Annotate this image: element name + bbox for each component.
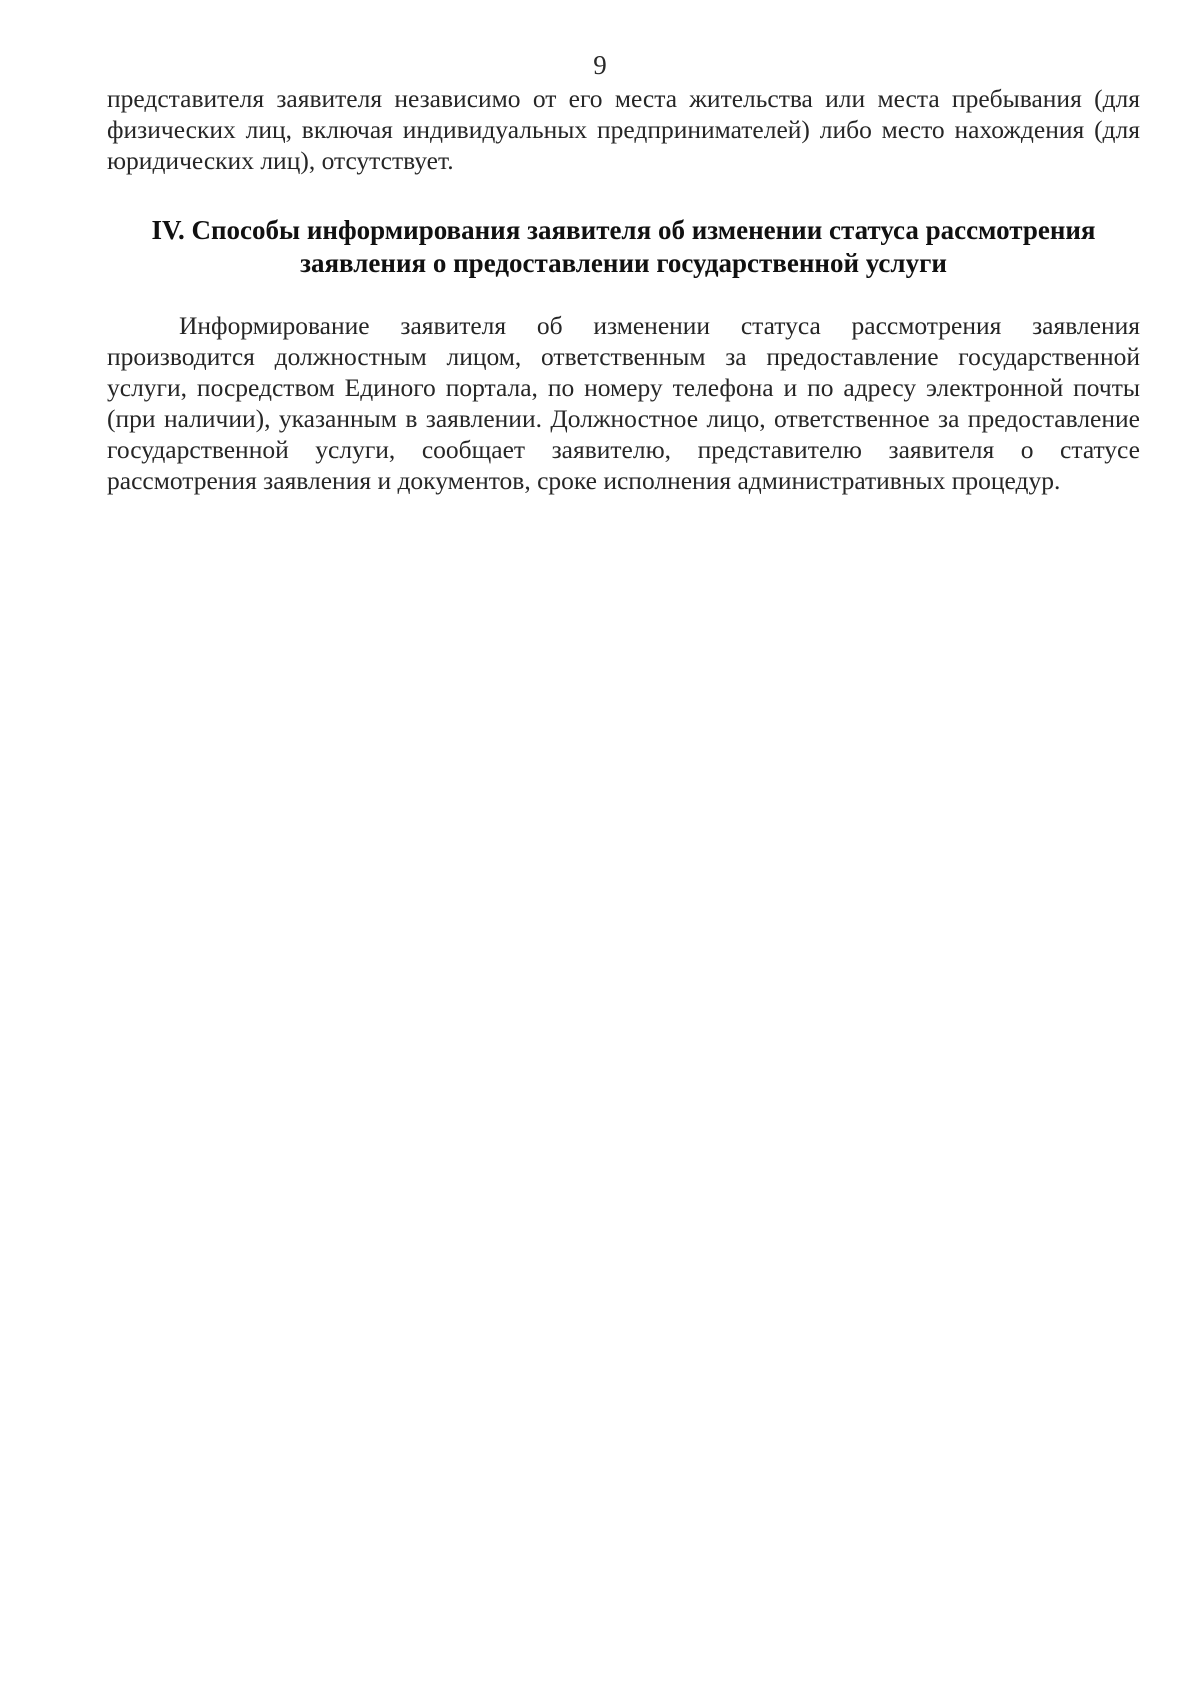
section-heading: IV. Способы информирования заявителя об изменении статуса рассмотрения заявления о предоставлении государственной услуги: [151, 215, 1096, 278]
page-number: 9: [593, 50, 607, 80]
section-paragraph: Информирование заявителя об изменении статуса рассмотрения заявления производится должностным лицом, ответственным за предоставление государственной услуги, посредством Единого портала, по номеру телефона и по адресу электронной почты (при наличии), указанным в заявлении. Должностное лицо, ответственное за предоставление государственной услуги, сообщает заявителю, представителю заявителя о статусе рассмотрения заявления и документов, сроке исполнения административных процедур.: [107, 311, 1140, 495]
continued-paragraph: представителя заявителя независимо от его места жительства или места пребывания (для физических лиц, включая индивидуальных предпринимателей) либо место нахождения (для юридических лиц), отсутствует.: [107, 84, 1140, 175]
